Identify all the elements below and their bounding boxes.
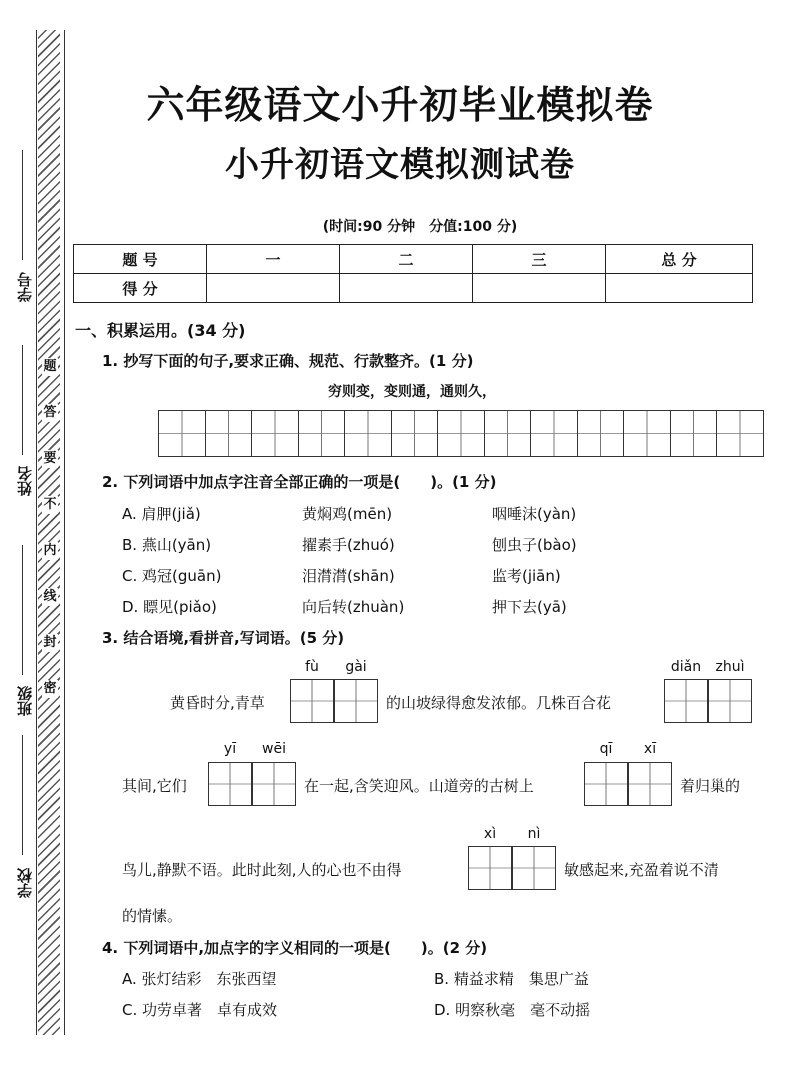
q1-prompt: 1. 抄写下面的句子,要求正确、规范、行款整齐。(1 分) xyxy=(102,352,474,370)
copy-box[interactable] xyxy=(344,410,392,457)
copy-box[interactable] xyxy=(251,410,299,457)
seal-word: 线 xyxy=(43,589,57,604)
seal-word: 题 xyxy=(43,359,57,374)
seal-word: 不 xyxy=(43,497,57,512)
q3-prompt: 3. 结合语境,看拼音,写词语。(5 分) xyxy=(102,629,345,647)
q3-text: 鸟儿,静默不语。此时此刻,人的心也不由得 xyxy=(122,861,402,879)
pinyin-label: zhuì xyxy=(715,659,745,675)
score-table-score-row xyxy=(74,274,753,303)
q4-option-d[interactable]: D. 明察秋毫 毫不动摇 xyxy=(434,1001,591,1019)
score-row-label: 得 分 xyxy=(74,274,207,303)
seal-word: 答 xyxy=(43,405,57,420)
score-header-cell: 一 xyxy=(207,245,340,274)
seal-word: 密 xyxy=(43,681,57,696)
school-blank[interactable] xyxy=(22,735,23,855)
pinyin-label: yī xyxy=(223,741,237,757)
answer-box-fu[interactable] xyxy=(290,679,334,723)
q2-item: 泪潸潸(shān) xyxy=(302,567,395,585)
exam-subtitle: 小升初语文模拟测试卷 xyxy=(225,145,575,185)
answer-box-wei[interactable] xyxy=(252,762,296,806)
q4-option-c[interactable]: C. 功劳卓著 卓有成效 xyxy=(122,1001,278,1019)
copy-box[interactable] xyxy=(205,410,253,457)
q2-item: 擢素手(zhuó) xyxy=(302,536,395,554)
score-table xyxy=(73,244,753,303)
q4-option-a[interactable]: A. 张灯结彩 东张西望 xyxy=(122,970,277,988)
copy-box[interactable] xyxy=(391,410,439,457)
score-cell[interactable] xyxy=(473,274,606,303)
score-header-cell: 总 分 xyxy=(606,245,753,274)
q2-option-a[interactable]: A. 肩胛(jiǎ) xyxy=(122,505,201,523)
q2-prompt: 2. 下列词语中加点字注音全部正确的一项是( )。(1 分) xyxy=(102,473,497,491)
copy-box[interactable] xyxy=(298,410,346,457)
seal-word: 封 xyxy=(43,635,57,650)
section-heading: 一、积累运用。(34 分) xyxy=(75,321,246,340)
q3-text: 黄昏时分,青草 xyxy=(170,694,265,712)
q2-item: 监考(jiān) xyxy=(492,567,561,585)
seal-word: 内 xyxy=(43,543,57,558)
pinyin-label: wēi xyxy=(262,741,286,757)
q3-text: 其间,它们 xyxy=(122,777,187,795)
q3-text: 的山坡绿得愈发浓郁。几株百合花 xyxy=(386,694,612,712)
exam-meta: (时间:90 分钟 分值:100 分) xyxy=(322,219,518,235)
q2-item: 黄焖鸡(mēn) xyxy=(302,505,393,523)
exam-title: 六年级语文小升初毕业模拟卷 xyxy=(146,82,654,127)
q2-item: 押下去(yā) xyxy=(492,598,567,616)
pinyin-label: gài xyxy=(345,659,367,675)
seal-word: 要 xyxy=(43,451,57,466)
score-header-cell: 三 xyxy=(473,245,606,274)
school-label: 学校 xyxy=(16,868,34,898)
pinyin-label: nì xyxy=(527,826,541,842)
q2-item: 向后转(zhuàn) xyxy=(302,598,405,616)
copy-box[interactable] xyxy=(716,410,764,457)
class-label: 班级 xyxy=(16,686,34,716)
answer-box-dian[interactable] xyxy=(664,679,708,723)
q3-text: 的情愫。 xyxy=(122,907,183,925)
q4-prompt: 4. 下列词语中,加点字的字义相同的一项是( )。(2 分) xyxy=(102,939,488,957)
copy-box[interactable] xyxy=(437,410,485,457)
answer-box-qi[interactable] xyxy=(584,762,628,806)
score-cell[interactable] xyxy=(207,274,340,303)
score-header-cell: 二 xyxy=(340,245,473,274)
score-header-cell: 题 号 xyxy=(74,245,207,274)
q4-option-b[interactable]: B. 精益求精 集思广益 xyxy=(434,970,589,988)
copy-box[interactable] xyxy=(484,410,532,457)
pinyin-label: fù xyxy=(305,659,319,675)
answer-box-ni[interactable] xyxy=(512,846,556,890)
copy-box[interactable] xyxy=(623,410,671,457)
score-cell[interactable] xyxy=(340,274,473,303)
score-table-header-row xyxy=(74,245,753,274)
q2-item: 刨虫子(bào) xyxy=(492,536,577,554)
answer-box-yi[interactable] xyxy=(208,762,252,806)
class-blank[interactable] xyxy=(22,545,23,675)
pinyin-label: xī xyxy=(643,741,657,757)
score-cell[interactable] xyxy=(606,274,753,303)
q3-text: 敏感起来,充盈着说不清 xyxy=(564,861,719,879)
q2-item: 咽唾沫(yàn) xyxy=(492,505,577,523)
answer-box-zhui[interactable] xyxy=(708,679,752,723)
pinyin-label: qī xyxy=(599,741,613,757)
q1-sentence: 穷则变，变则通，通则久， xyxy=(328,384,496,400)
copy-box[interactable] xyxy=(530,410,578,457)
copy-box[interactable] xyxy=(670,410,718,457)
answer-box-xi[interactable] xyxy=(628,762,672,806)
answer-box-xi2[interactable] xyxy=(468,846,512,890)
pinyin-label: diǎn xyxy=(670,659,702,675)
q2-option-d[interactable]: D. 瞟见(piǎo) xyxy=(122,598,217,616)
q3-text: 着归巢的 xyxy=(680,777,741,795)
name-label: 姓名 xyxy=(16,466,34,496)
q2-option-c[interactable]: C. 鸡冠(guān) xyxy=(122,567,222,585)
copy-box[interactable] xyxy=(577,410,625,457)
pinyin-label: xì xyxy=(483,826,497,842)
student-id-label: 学号 xyxy=(16,272,34,302)
q2-option-b[interactable]: B. 燕山(yān) xyxy=(122,536,212,554)
q3-text: 在一起,含笑迎风。山道旁的古树上 xyxy=(304,777,534,795)
copy-box[interactable] xyxy=(158,410,206,457)
answer-box-gai[interactable] xyxy=(334,679,378,723)
name-blank[interactable] xyxy=(22,345,23,455)
